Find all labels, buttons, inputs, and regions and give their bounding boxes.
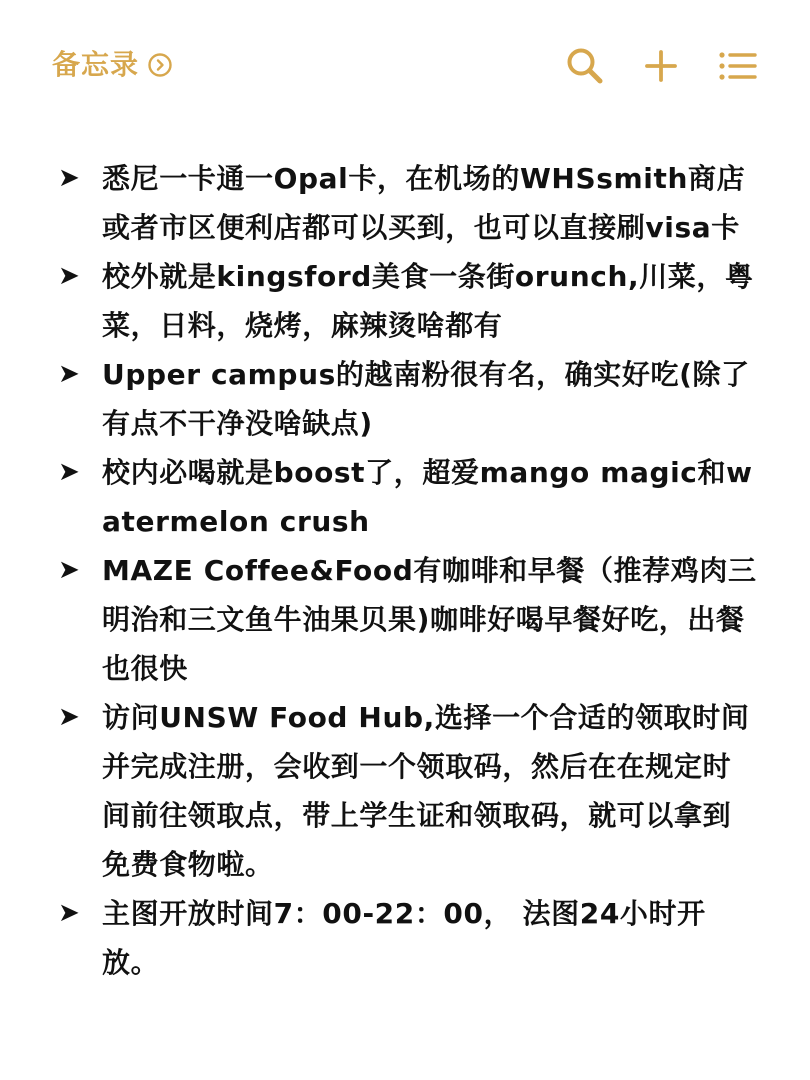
notes-title: 备忘录 — [52, 48, 140, 81]
top-bar — [0, 0, 810, 130]
header-actions — [564, 42, 758, 90]
note-item-text: MAZE Coffee&Food有咖啡和早餐（推荐鸡肉三明治和三文鱼牛油果贝果)咖啡好喝早餐好吃，出餐也很快 — [102, 554, 757, 685]
search-button[interactable] — [564, 45, 606, 87]
note-item-text: 主图开放时间7：00-22：00， 法图24小时开放。 — [102, 897, 706, 979]
note-body[interactable] — [58, 154, 762, 987]
add-note-button[interactable] — [640, 45, 682, 87]
circle-chevron-right-icon — [147, 52, 173, 78]
note-item-text: 校外就是kingsford美食一条街orunch,川菜，粤菜，日料，烧烤，麻辣烫啥都有 — [102, 260, 754, 342]
note-item-text: 悉尼一卡通一Opal卡，在机场的WHSsmith商店或者市区便利店都可以买到，也可以直接刷visa卡 — [102, 162, 746, 244]
bullet-arrow-icon: ➤ — [58, 555, 80, 585]
list-view-button[interactable] — [716, 45, 758, 87]
note-item-text: 校内必喝就是boost了，超爱mango magic和watermelon crush — [102, 456, 753, 538]
note-item-text: Upper campus的越南粉很有名，确实好吃(除了有点不干净没啥缺点) — [102, 358, 750, 440]
note-item-food-hub — [58, 693, 762, 889]
note-item-maze-coffee — [58, 546, 762, 693]
note-item-text: 访问UNSW Food Hub,选择一个合适的领取时间并完成注册，会收到一个领取码，然后在在规定时间前往领取点，带上学生证和领取码，就可以拿到免费食物啦。 — [102, 701, 750, 881]
bullet-arrow-icon: ➤ — [58, 261, 80, 291]
bullet-arrow-icon: ➤ — [58, 163, 80, 193]
back-to-notes-button[interactable] — [52, 44, 173, 86]
plus-icon — [640, 45, 682, 87]
note-item-opal-card — [58, 154, 762, 252]
note-item-kingsford-food — [58, 252, 762, 350]
list-icon — [716, 45, 758, 87]
search-icon — [564, 45, 606, 87]
note-item-library-hours — [58, 889, 762, 987]
note-item-upper-campus — [58, 350, 762, 448]
bullet-arrow-icon: ➤ — [58, 457, 80, 487]
bullet-arrow-icon: ➤ — [58, 702, 80, 732]
bullet-arrow-icon: ➤ — [58, 898, 80, 928]
note-item-boost — [58, 448, 762, 546]
bullet-arrow-icon: ➤ — [58, 359, 80, 389]
